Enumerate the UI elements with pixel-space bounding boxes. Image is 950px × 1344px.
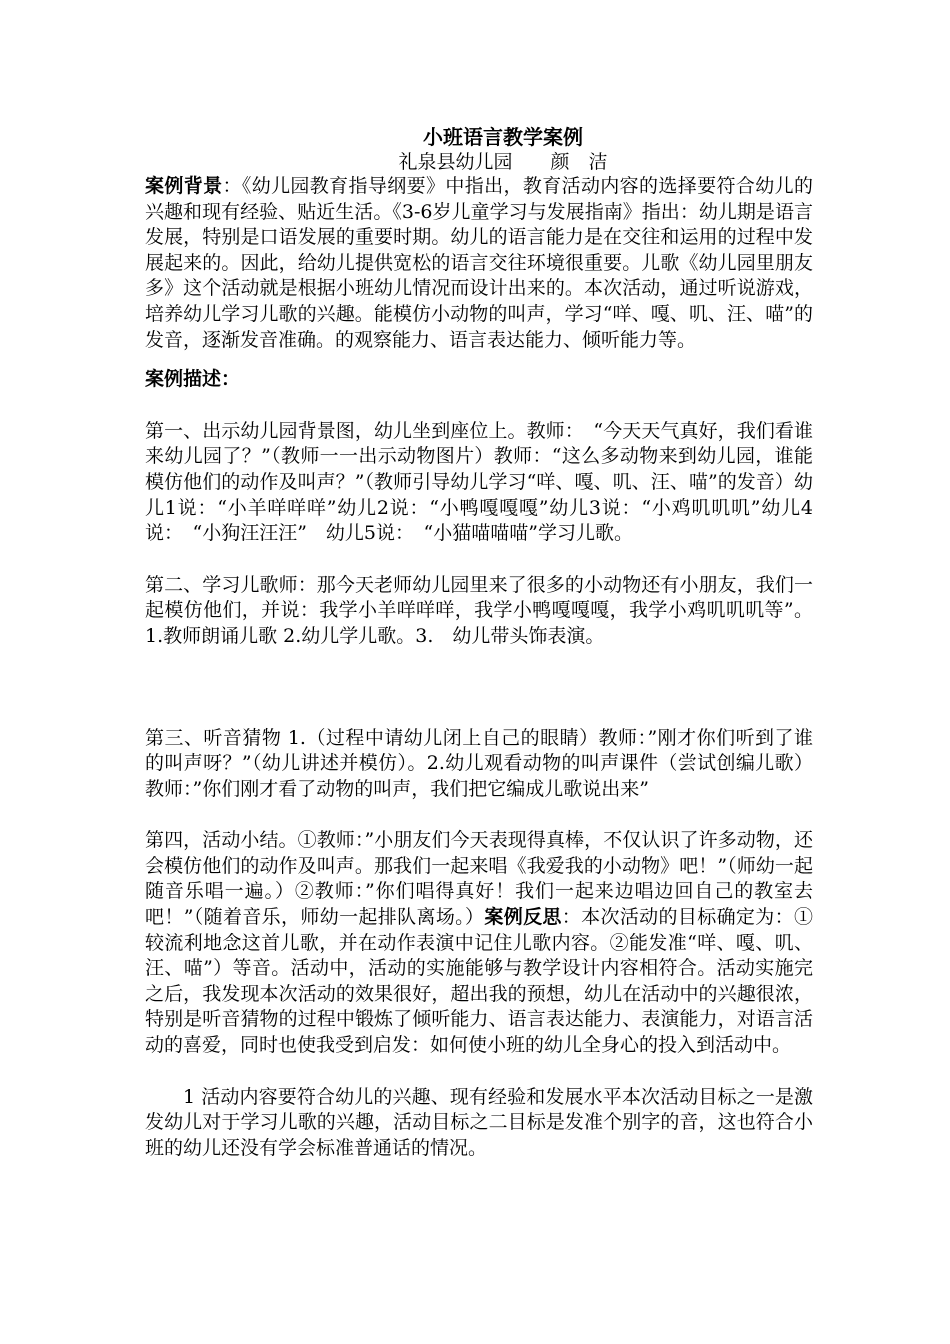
spacer (145, 353, 813, 367)
background-text: ：《幼儿园教育指导纲要》中指出，教育活动内容的选择要符合幼儿的兴趣和现有经验、贴近生活。《3-6岁儿童学习与发展指南》指出：幼儿期是语言发展，特别是口语发展的重要时期。幼儿的语言能力是在交往和运用的过程中发展起来的。因此，给幼儿提供宽松的语言交往环境很重要。儿歌《幼儿园里朋友多》这个活动就是根据小班幼儿情况而设计出来的。本次活动，通过听说游戏，培养幼儿学习儿歌的兴趣。能模仿小动物的叫声，学习“咩、嘎、叽、汪、喵”的发音，逐渐发音准确。的观察能力、语言表达能力、倾听能力等。 (145, 175, 813, 351)
document-author: 礼泉县幼儿园 颜 洁 (398, 151, 608, 173)
step-4-text: 第四，活动小结。①教师：”小朋友们今天表现得真棒，不仅认识了许多动物，还会模仿他们的动作及叫声。那我们一起来唱《我爱我的小动物》吧！”（师幼一起随音乐唱一遍。）②教师：”你们唱得真好！我们一起来边唱边回自己的教室去吧！”（随着音乐，师幼一起排队离场。） (145, 829, 813, 929)
document-page (145, 124, 813, 1161)
spacer (145, 650, 813, 726)
reflection-heading: 案例反思 (484, 906, 562, 929)
spacer (145, 547, 813, 573)
spacer (145, 802, 813, 828)
step-3-paragraph: 第三、听音猜物 1.（过程中请幼儿闭上自己的眼睛）教师：”刚才你们听到了谁的叫声呀？”（幼儿讲述并模仿）。2.幼儿观看动物的叫声课件（尝试创编儿歌）教师：”你们刚才看了动物的叫声，我们把它编成儿歌说出来” (145, 726, 813, 800)
step-2-paragraph: 第二、学习儿歌师：那今天老师幼儿园里来了很多的小动物还有小朋友，我们一起模仿他们，并说：我学小羊咩咩咩，我学小鸭嘎嘎嘎，我学小鸡叽叽叽等”。1.教师朗诵儿歌 2.幼儿学儿歌。3. 幼儿带头饰表演。 (145, 573, 813, 647)
background-heading: 案例背景 (145, 175, 223, 197)
point-1-paragraph: 1 活动内容要符合幼儿的兴趣、现有经验和发展水平本次活动目标之一是激发幼儿对于学习儿歌的兴趣，活动目标之二目标是发准个别字的音，这也符合小班的幼儿还没有学会标准普通话的情况。 (145, 1085, 813, 1159)
spacer (145, 1059, 813, 1085)
step-1-paragraph: 第一、出示幼儿园背景图，幼儿坐到座位上。教师： “今天天气真好，我们看谁来幼儿园了？”（教师一一出示动物图片）教师：“这么多动物来到幼儿园，谁能模仿他们的动作及叫声？”（教师引导幼儿学习“咩、嘎、叽、汪、喵”的发音）幼儿1说：“小羊咩咩咩”幼儿2说：“小鸭嘎嘎嘎”幼儿3说：“小鸡叽叽叽”幼儿4说： “小狗汪汪汪” 幼儿5说： “小猫喵喵喵”学习儿歌。 (145, 419, 813, 545)
step-4-paragraph (145, 828, 813, 1058)
background-paragraph (145, 174, 813, 353)
spacer (145, 393, 813, 419)
description-heading: 案例描述： (145, 368, 241, 391)
reflection-text: ：本次活动的目标确定为：①较流利地念这首儿歌，并在动作表演中记住儿歌内容。②能发准“咩、嘎、叽、汪、喵”）等音。活动中，活动的实施能够与教学设计内容相符合。活动实施完之后，我发现本次活动的效果很好，超出我的预想，幼儿在活动中的兴趣很浓，特别是听音猜物的过程中锻炼了倾听能力、语言表达能力、表演能力，对语言活动的喜爱，同时也使我受到启发：如何使小班的幼儿全身心的投入到活动中。 (145, 906, 813, 1057)
document-title: 小班语言教学案例 (423, 125, 583, 149)
